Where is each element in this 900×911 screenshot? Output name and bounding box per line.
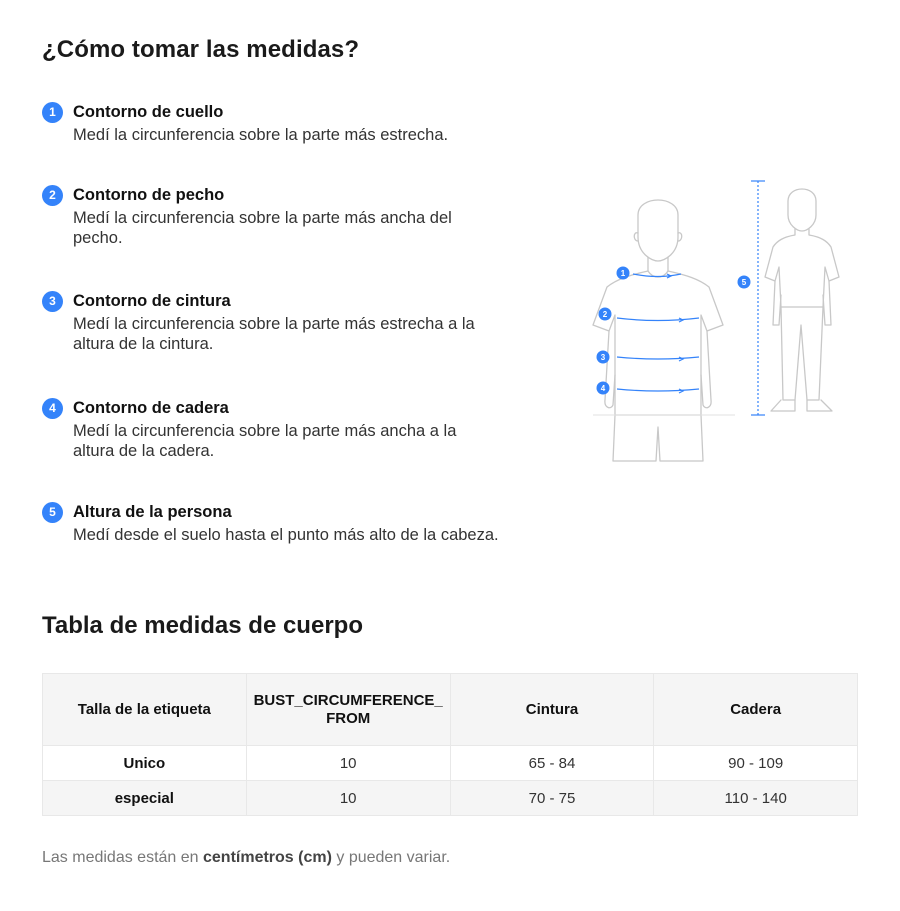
table-cell: 10 [246,781,450,816]
step-height [42,501,502,545]
page-title: ¿Cómo tomar las medidas? [42,36,360,63]
svg-text:1: 1 [620,269,626,279]
step-description: Medí la circunferencia sobre la parte más estrecha a la altura de la cintura. [73,315,475,353]
figure-full-shoes [771,400,832,411]
step-hip [42,397,502,461]
svg-text:2: 2 [602,310,608,320]
footnote-text: y pueden variar. [331,849,451,866]
step-number-badge: 5 [42,502,63,523]
measurement-illustration [585,175,865,475]
step-waist [42,290,502,354]
step-description: Medí la circunferencia sobre la parte más estrecha. [73,126,449,144]
footnote-text: Las medidas están en [42,849,203,866]
figure-front-shorts [613,415,703,461]
step-title: Contorno de cintura [73,291,231,310]
column-header: Cintura [450,674,654,746]
marker-1 [617,267,630,280]
table-cell: 70 - 75 [450,781,654,816]
table-cell: Unico [43,746,247,781]
step-title: Contorno de pecho [73,185,225,204]
svg-text:5: 5 [741,278,747,288]
footnote [42,849,450,867]
svg-text:3: 3 [600,353,606,363]
figure-full-body [765,229,839,307]
column-header: Talla de la etiqueta [43,674,247,746]
step-number-badge: 4 [42,398,63,419]
svg-text:4: 4 [600,384,606,394]
neck-line [633,274,681,277]
step-description: Medí desde el suelo hasta el punto más alto de la cabeza. [73,526,499,544]
figure-front-shirt [593,271,723,415]
table-header-row [43,674,858,746]
step-title: Contorno de cuello [73,102,224,121]
step-chest [42,184,502,248]
table-cell: 65 - 84 [450,746,654,781]
marker-4 [597,382,610,395]
footnote-unit: centímetros (cm) [203,849,332,866]
step-number-badge: 3 [42,291,63,312]
step-description: Medí la circunferencia sobre la parte más ancha del pecho. [73,209,452,247]
column-header: Cadera [654,674,858,746]
table-row [43,746,858,781]
figure-full-head [788,189,816,231]
marker-3 [597,351,610,364]
step-neck [42,101,502,145]
table-row [43,781,858,816]
size-table [42,673,858,816]
table-cell: 90 - 109 [654,746,858,781]
table-cell: 10 [246,746,450,781]
step-title: Altura de la persona [73,502,232,521]
marker-2 [599,308,612,321]
table-cell: especial [43,781,247,816]
table-title: Tabla de medidas de cuerpo [42,612,363,639]
step-description: Medí la circunferencia sobre la parte más ancha a la altura de la cadera. [73,422,457,460]
chest-line [617,318,699,321]
table-cell: 110 - 140 [654,781,858,816]
step-number-badge: 1 [42,102,63,123]
figure-full-legs [781,307,823,400]
step-number-badge: 2 [42,185,63,206]
hip-line [617,389,699,391]
waist-line [617,357,699,359]
column-header: BUST_CIRCUMFERENCE_ FROM [246,674,450,746]
marker-5 [738,276,751,289]
figure-front-head [638,200,678,261]
step-title: Contorno de cadera [73,398,229,417]
